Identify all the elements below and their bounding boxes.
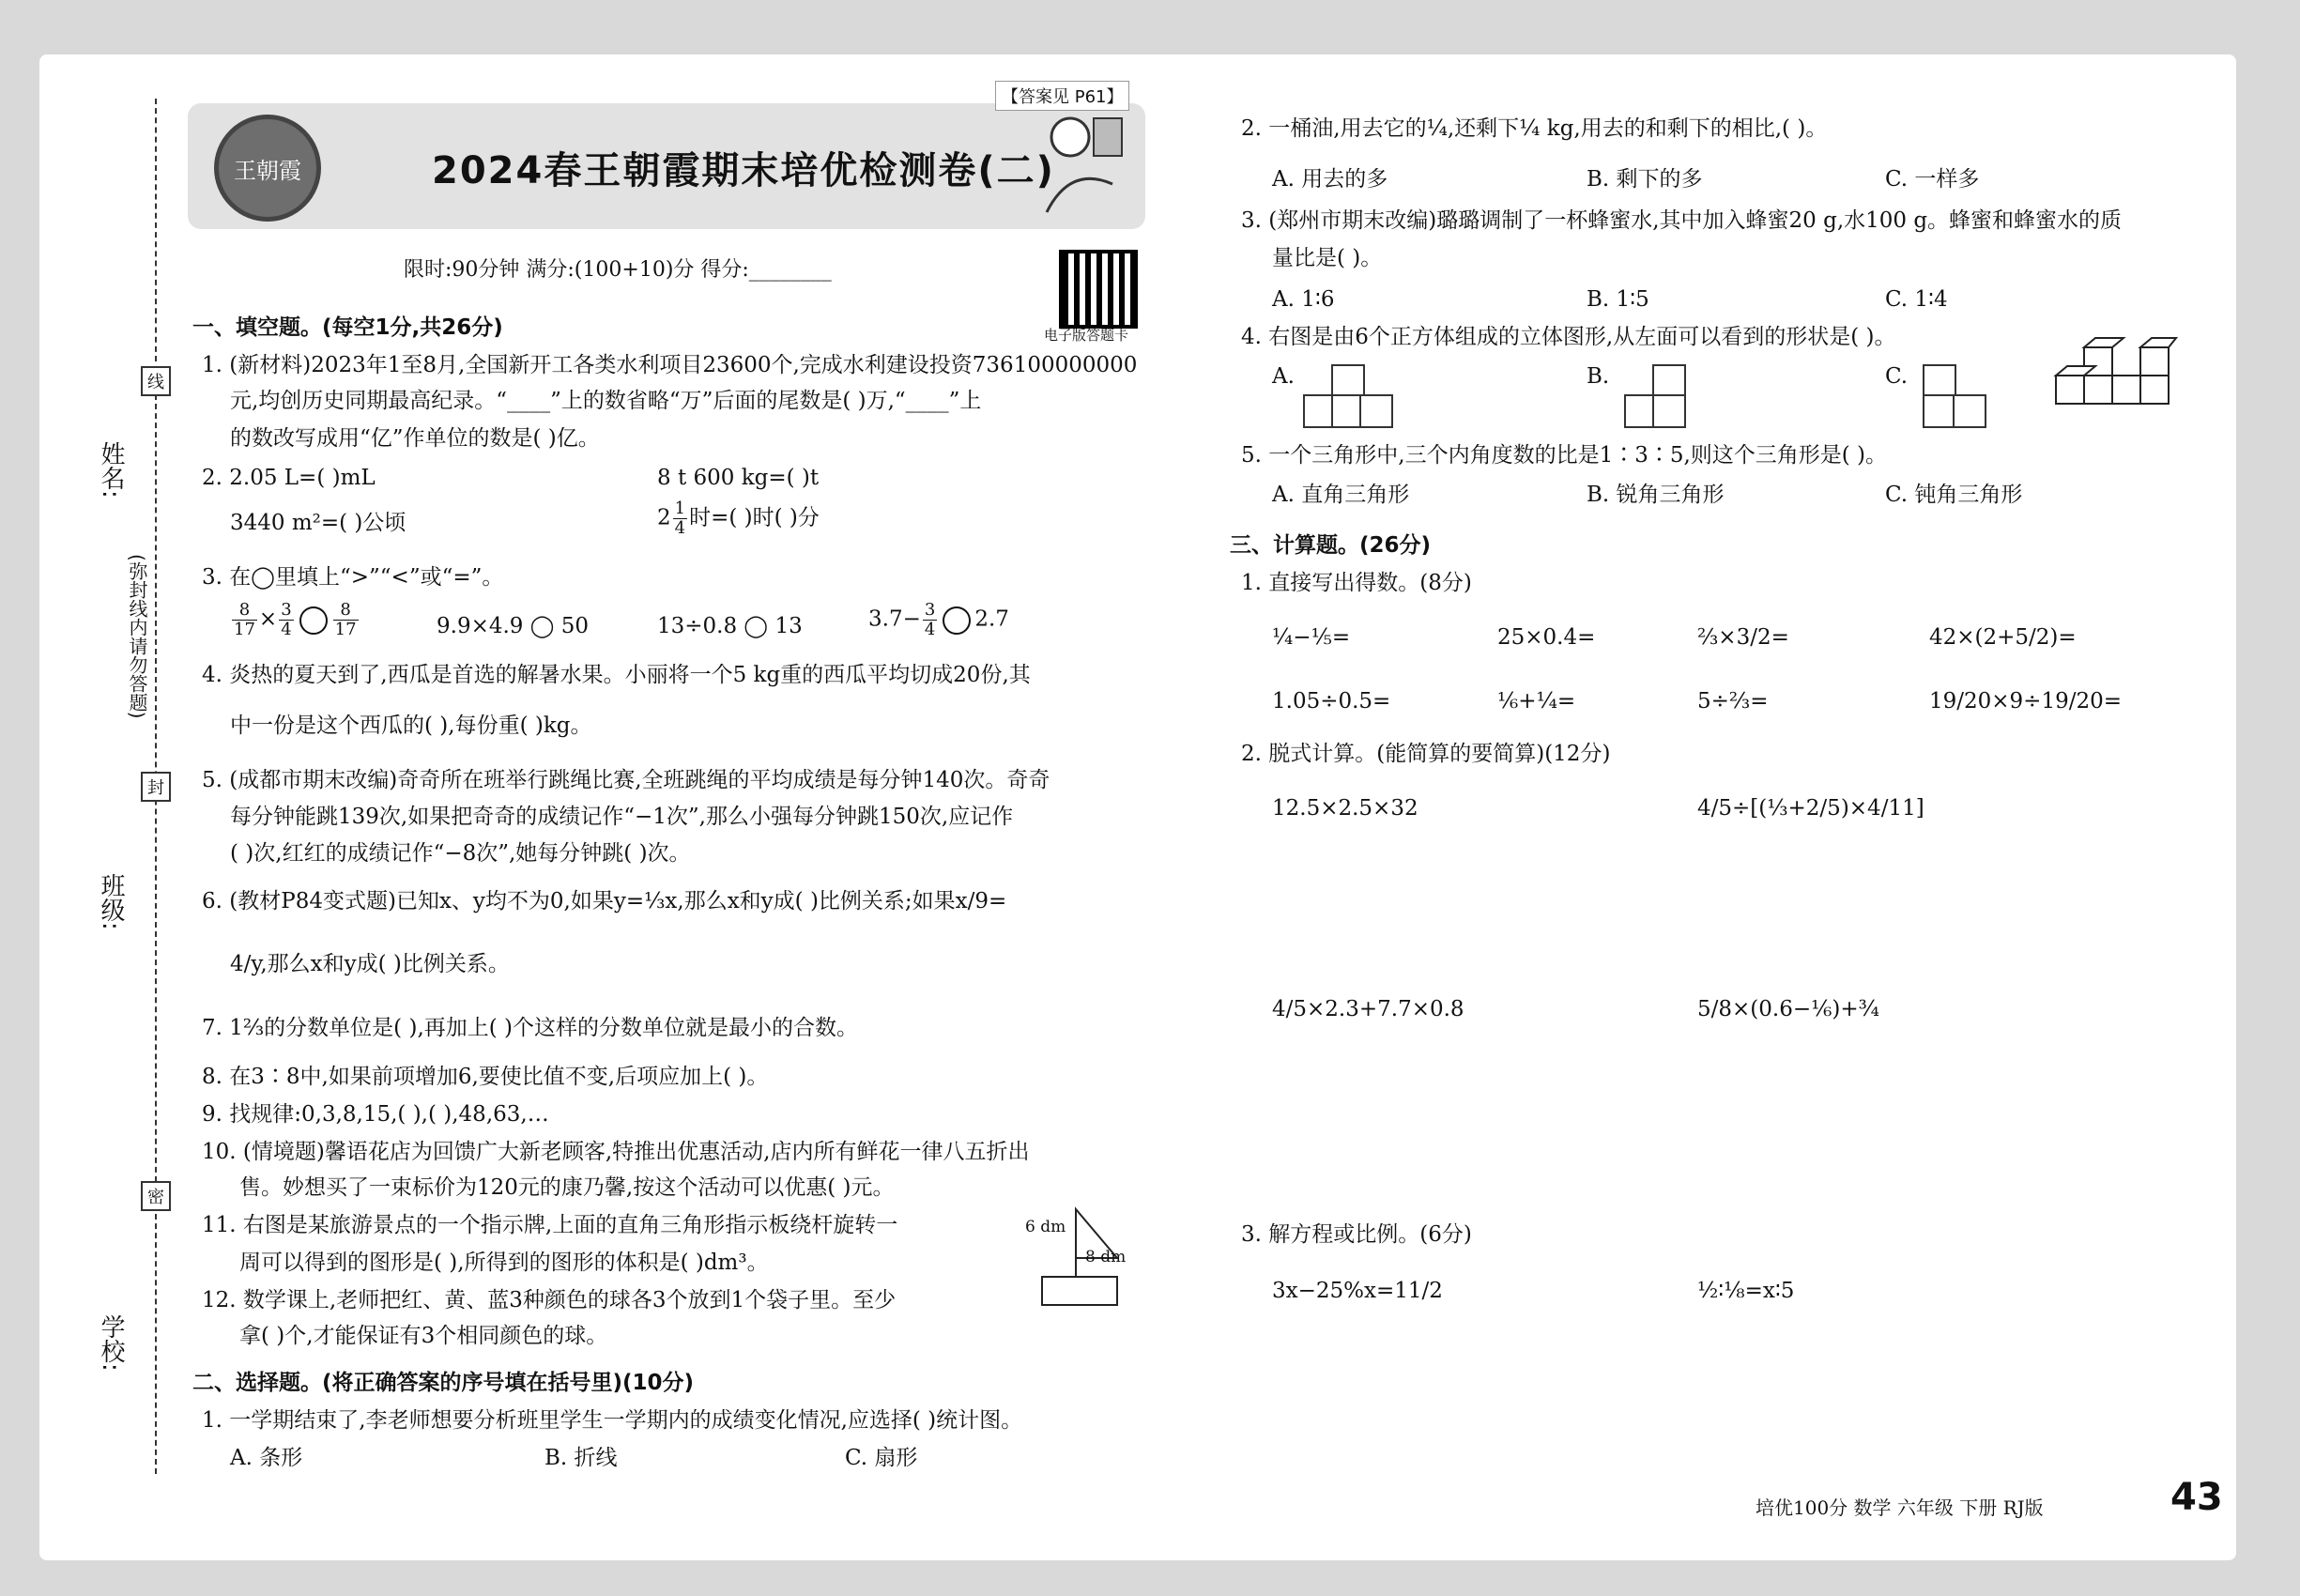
view-square	[1359, 394, 1393, 428]
question-text: 3. 解方程或比例。(6分)	[1241, 1222, 1472, 1247]
question-text: 11. 右图是某旅游景点的一个指示牌,上面的直角三角形指示板绕杆旋转一	[202, 1213, 898, 1237]
question-text: 售。妙想买了一束标价为120元的康乃馨,按这个活动可以优惠( )元。	[239, 1175, 895, 1200]
question-text: 5. (成都市期末改编)奇奇所在班举行跳绳比赛,全班跳绳的平均成绩是每分钟140次。奇奇	[202, 768, 1050, 792]
qr-caption: 电子版答题卡	[1044, 327, 1129, 344]
seal-mark: 封	[141, 772, 171, 802]
question-text: ( )次,红红的成绩记作“−8次”,她每分钟跳( )次。	[230, 841, 691, 866]
seal-line	[155, 99, 157, 361]
question-text: 9. 找规律:0,3,8,15,( ),( ),48,63,…	[202, 1102, 549, 1127]
question-text: 2. 脱式计算。(能简算的要简算)(12分)	[1241, 742, 1611, 766]
name-label: 姓名:	[97, 441, 125, 499]
calc-item: 5÷⅔=	[1697, 689, 1769, 714]
view-square	[1923, 364, 1956, 398]
option[interactable]: C. 钝角三角形	[1885, 483, 2023, 507]
section-heading: 一、填空题。(每空1分,共26分)	[192, 315, 503, 340]
option[interactable]: A. 直角三角形	[1272, 483, 1410, 507]
question-text: 1. 直接写出得数。(8分)	[1241, 571, 1472, 595]
calc-item: 42×(2+5/2)=	[1929, 625, 2077, 650]
question-text: 2. 一桶油,用去它的¼,还剩下¼ kg,用去的和剩下的相比,( )。	[1241, 116, 1828, 141]
question-text: 3. 在◯里填上“>”“<”或“=”。	[202, 565, 504, 590]
question-text: 4. 炎热的夏天到了,西瓜是首选的解暑水果。小丽将一个5 kg重的西瓜平均切成20份,其	[202, 663, 1031, 687]
compare-item: 9.9×4.9 ◯ 50	[437, 614, 590, 638]
question-text: 1. 一学期结束了,李老师想要分析班里学生一学期内的成绩变化情况,应选择( )统计图。	[202, 1408, 1023, 1433]
question-text: 周可以得到的图形是( ),所得到的图形的体积是( )dm³。	[239, 1251, 769, 1275]
question-text: 的数改写成用“亿”作单位的数是( )亿。	[230, 426, 600, 451]
question-text: 拿( )个,才能保证有3个相同颜色的球。	[239, 1324, 608, 1348]
option[interactable]: A. 1∶6	[1272, 287, 1335, 312]
fraction: $\frac{1}{4}$	[674, 499, 686, 538]
exam-meta: 限时:90分钟 满分:(100+10)分 得分:________	[404, 258, 832, 282]
option[interactable]: C. 1∶4	[1885, 287, 1948, 312]
option[interactable]: B.	[1587, 364, 1610, 389]
option[interactable]: A.	[1272, 364, 1295, 389]
calc-item: 25×0.4=	[1497, 625, 1596, 650]
option[interactable]: B. 折线	[544, 1446, 618, 1470]
calc-item: 1.05÷0.5=	[1272, 689, 1391, 714]
calc-item: 4/5÷[(⅓+2/5)×4/11]	[1697, 796, 1924, 821]
compare-item: 3.7− $\frac{3}{4}$ 2.7	[868, 600, 1009, 639]
calc-item: ¼−⅕=	[1272, 625, 1351, 650]
option[interactable]: A. 条形	[230, 1446, 303, 1470]
question-text: 5. 一个三角形中,三个内角度数的比是1∶3∶5,则这个三角形是( )。	[1241, 443, 1888, 468]
qr-code-icon[interactable]	[1059, 250, 1138, 329]
seal-mark: 密	[141, 1181, 171, 1211]
question-text: 4/y,那么x和y成( )比例关系。	[230, 952, 510, 976]
brand-logo: 王朝霞	[214, 115, 321, 222]
question-text: 6. (教材P84变式题)已知x、y均不为0,如果y=⅓x,那么x和y成( )比例关系;如果x/9=	[202, 889, 1007, 913]
calc-item: 19/20×9÷19/20=	[1929, 689, 2123, 714]
calc-item: 4/5×2.3+7.7×0.8	[1272, 997, 1464, 1021]
question-text: 7. 1⅔的分数单位是( ),再加上( )个这样的分数单位就是最小的合数。	[202, 1016, 859, 1040]
answer-reference: 【答案见 P61】	[995, 81, 1129, 111]
view-square	[1652, 364, 1686, 398]
question-text: 1. (新材料)2023年1至8月,全国新开工各类水利项目23600个,完成水利建设投资736100000000	[202, 353, 1138, 377]
question-text: 10. (情境题)馨语花店为回馈广大新老顾客,特推出优惠活动,店内所有鲜花一律八五折出	[202, 1140, 1030, 1164]
calc-item: 3x−25%x=11/2	[1272, 1279, 1443, 1303]
option[interactable]: C. 扇形	[845, 1446, 918, 1470]
question-text: 3440 m²=( )公顷	[230, 511, 406, 535]
footer-info: 培优100分 数学 六年级 下册 RJ版	[1756, 1496, 2044, 1519]
compare-item: 13÷0.8 ◯ 13	[657, 614, 803, 638]
compare-item: $\frac{8}{17}$ × $\frac{3}{4}$ $\frac{8}{17}$	[234, 600, 357, 639]
dimension-label: 6 dm	[1025, 1218, 1066, 1236]
question-text: 3. (郑州市期末改编)璐璐调制了一杯蜂蜜水,其中加入蜂蜜20 g,水100 g。蜂蜜和蜂蜜水的质	[1241, 208, 2123, 233]
question-text: 8 t 600 kg=( )t	[657, 466, 820, 490]
view-square	[1953, 394, 1986, 428]
option[interactable]: B. 1∶5	[1587, 287, 1649, 312]
calc-item: ⅔×3/2=	[1697, 625, 1789, 650]
question-text: 2. 2.05 L=( )mL	[202, 466, 376, 490]
option[interactable]: B. 锐角三角形	[1587, 483, 1725, 507]
page-title: 2024春王朝霞期末培优检测卷(二)	[432, 149, 1055, 192]
question-text: 时=( )时( )分	[689, 505, 820, 530]
option[interactable]: A. 用去的多	[1272, 167, 1388, 192]
view-square	[1923, 394, 1956, 428]
question-text: 12. 数学课上,老师把红、黄、蓝3种颜色的球各3个放到1个袋子里。至少	[202, 1288, 897, 1312]
mixed-number-whole: 2	[657, 505, 671, 530]
question-text	[657, 499, 820, 538]
seal-line	[155, 394, 157, 1474]
calc-item: 12.5×2.5×32	[1272, 796, 1418, 821]
seal-mark: 线	[141, 366, 171, 396]
question-text: 量比是( )。	[1272, 246, 1383, 270]
calc-item: 5/8×(0.6−⅙)+¾	[1697, 997, 1879, 1021]
option[interactable]: B. 剩下的多	[1587, 167, 1703, 192]
view-square	[1331, 364, 1365, 398]
page-number: 43	[2170, 1476, 2223, 1519]
section-heading: 三、计算题。(26分)	[1230, 533, 1432, 558]
option[interactable]: C.	[1885, 364, 1909, 389]
view-square	[1652, 394, 1686, 428]
compare-circle[interactable]	[299, 606, 328, 635]
dimension-label: 8 dm	[1085, 1248, 1127, 1266]
question-text: 中一份是这个西瓜的( ),每份重( )kg。	[230, 714, 592, 738]
calc-item: ½∶⅛=x∶5	[1697, 1279, 1795, 1303]
class-label: 班级:	[97, 873, 125, 930]
question-text: 每分钟能跳139次,如果把奇奇的成绩记作“−1次”,那么小强每分钟跳150次,应记作	[230, 805, 1014, 829]
section-heading: 二、选择题。(将正确答案的序号填在括号里)(10分)	[192, 1371, 695, 1395]
cube-stack-figure	[2047, 319, 2178, 413]
question-text: 8. 在3∶8中,如果前项增加6,要使比值不变,后项应加上( )。	[202, 1065, 769, 1089]
compare-circle[interactable]	[943, 606, 971, 635]
seal-note: (弥封线内请勿答题)	[126, 554, 148, 719]
mascot-illustration	[1028, 109, 1131, 222]
question-text: 元,均创历史同期最高纪录。“____”上的数省略“万”后面的尾数是( )万,“____”上	[230, 389, 982, 413]
school-label: 学校:	[97, 1314, 125, 1372]
calc-item: ⅙+¼=	[1497, 689, 1576, 714]
option[interactable]: C. 一样多	[1885, 167, 1980, 192]
question-text: 4. 右图是由6个正方体组成的立体图形,从左面可以看到的形状是( )。	[1241, 325, 1896, 349]
